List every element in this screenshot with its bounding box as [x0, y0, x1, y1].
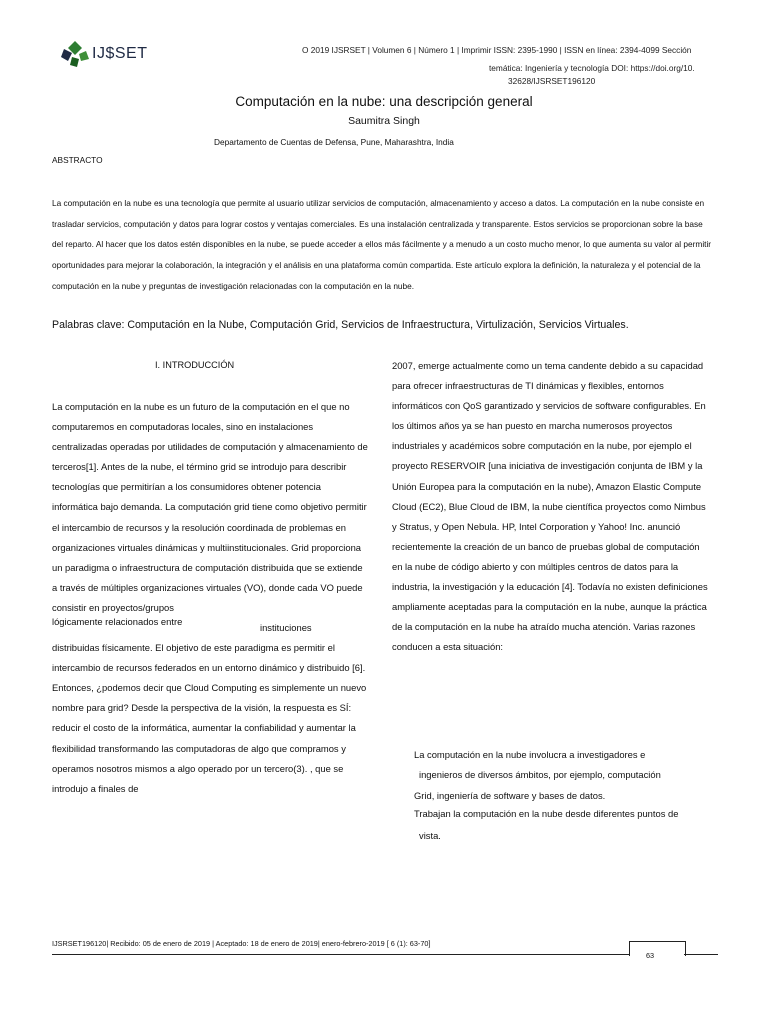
left-split-line-b: instituciones — [260, 622, 312, 634]
abstract-heading: ABSTRACTO — [52, 155, 103, 165]
ijsset-logo-icon — [60, 39, 90, 69]
footer-rule — [52, 954, 630, 955]
footer-rule-right — [684, 954, 718, 955]
reasons-list — [414, 745, 714, 846]
footer-citation: IJSRSET196120| Recibido: 05 de enero de 2019 | Aceptado: 18 de enero de 2019| enero-febrero-2019 [ 6 (1): 63-70] — [52, 939, 431, 948]
header-line-1: O 2019 IJSRSET | Volumen 6 | Número 1 | Imprimir ISSN: 2395-1990 | ISSN en línea: 2394-4099 Sección — [302, 45, 692, 55]
right-paragraph-1: 2007, emerge actualmente como un tema candente debido a su capacidad para ofrecer infraestructuras de TI dinámicas y flexibles, entornos informáticos con QoS garantizado y servicios de software configurables. En los últimos años ya se han puesto en marcha numerosos proyectos industriales y académicos sobre computación en la nube, por ejemplo el proyecto RESERVOIR [una iniciativa de investigación conjunta de IBM y la Unión Europea para la computación en la nube), Amazon Elastic Compute Cloud (EC2), Blue Cloud de IBM, la nube científica proyectos como Nimbus y Stratus, y Open Nebula. HP, Intel Corporation y Yahoo! Inc. anunció recientemente la creación de un banco de pruebas global de computación en la nube de código abierto y con múltiples centros de datos para la industria, la investigación y la educación [4]. Todavía no existen definiciones ampliamente aceptadas para la computación en la nube, aunque la práctica de la computación en la nube ha atraído mucha atención. Varias razones conducen a esta situación: — [392, 360, 708, 653]
page-number: 63 — [646, 951, 655, 960]
header-line-2: temática: Ingeniería y tecnología DOI: https://doi.org/10. — [489, 63, 695, 73]
paper-title: Computación en la nube: una descripción general — [235, 94, 533, 109]
list-item-1-line-c: Grid, ingeniería de software y bases de datos. — [414, 789, 606, 801]
list-item-1-line-a: La computación en la nube involucra a investigadores e — [414, 749, 646, 760]
list-item-2-line-b: vista. — [419, 830, 441, 842]
left-paragraph-1: La computación en la nube es un futuro de la computación en el que no computaremos en computadoras locales, sino en instalaciones centralizadas operadas por utilidades de computación y almacenamiento de terceros[1]. Antes de la nube, el término grid se introdujo para describir tecnologías que permitirían a los consumidores obtener potencia informática bajo demanda. La computación grid tiene como objetivo permitir el intercambio de recursos y la resolución coordinada de problemas en organizaciones virtuales dinámicas y multiinstitucionales. Grid proporciona un paradigma o infraestructura de computación distribuida que se extiende a través de múltiples organizaciones virtuales (VO), donde cada VO puede consistir en proyectos/grupos — [52, 401, 368, 613]
list-item-1-line-b: ingenieros de diversos ámbitos, por ejemplo, computación — [419, 769, 661, 781]
left-split-line-a: lógicamente relacionados entre — [52, 616, 183, 628]
author-affiliation: Departamento de Cuentas de Defensa, Pune, Maharashtra, India — [214, 137, 454, 147]
right-column — [392, 356, 712, 657]
left-column — [52, 397, 368, 799]
logo-text: IJ$SET — [92, 45, 148, 62]
left-paragraph-2: distribuidas físicamente. El objetivo de este paradigma es permitir el intercambio de recursos federados en un entorno dinámico y distribuido [6]. Entonces, ¿podemos decir que Cloud Computing es simplemente un nuevo nombre para grid? Desde la perspectiva de la visión, la respuesta es SÍ: reducir el costo de la informática, aumentar la confiabilidad y aumentar la flexibilidad transformando las computadoras de algo que compramos y operamos nosotros mismos a algo operado por un tercero(3). , que se introdujo a finales de — [52, 642, 367, 794]
list-item-2-line-a: Trabajan la computación en la nube desde diferentes puntos de — [414, 807, 679, 819]
abstract-text: La computación en la nube es una tecnología que permite al usuario utilizar servicios de computación, almacenamiento y acceso a datos. La computación en la nube consiste en trasladar servicios, computación y datos para lograr costos y ventajas comerciales. Es una instalación centralizada y transparente. Estos servicios se proporcionan sobre la base del reparto. Al hacer que los datos estén disponibles en la nube, se puede acceder a ellos más fácilmente y a menudo a un costo mucho menor, lo que aumenta su valor al permitir oportunidades para mejorar la colaboración, la integración y el análisis en una plataforma común compartida. Este artículo explora la definición, la naturaleza y el potencial de la computación en la nube y preguntas de investigación relacionadas con la computación en la nube. — [52, 198, 712, 291]
author-name: Saumitra Singh — [348, 115, 420, 127]
journal-logo — [60, 36, 160, 72]
left-split-line — [52, 618, 368, 638]
keywords: Palabras clave: Computación en la Nube, Computación Grid, Servicios de Infraestructura, Virtulización, Servicios Virtuales. — [52, 319, 629, 331]
section-heading-introduction: I. INTRODUCCIÓN — [155, 360, 235, 370]
page-number-box — [629, 941, 686, 956]
header-line-3: 32628/IJSRSET196120 — [508, 76, 596, 86]
